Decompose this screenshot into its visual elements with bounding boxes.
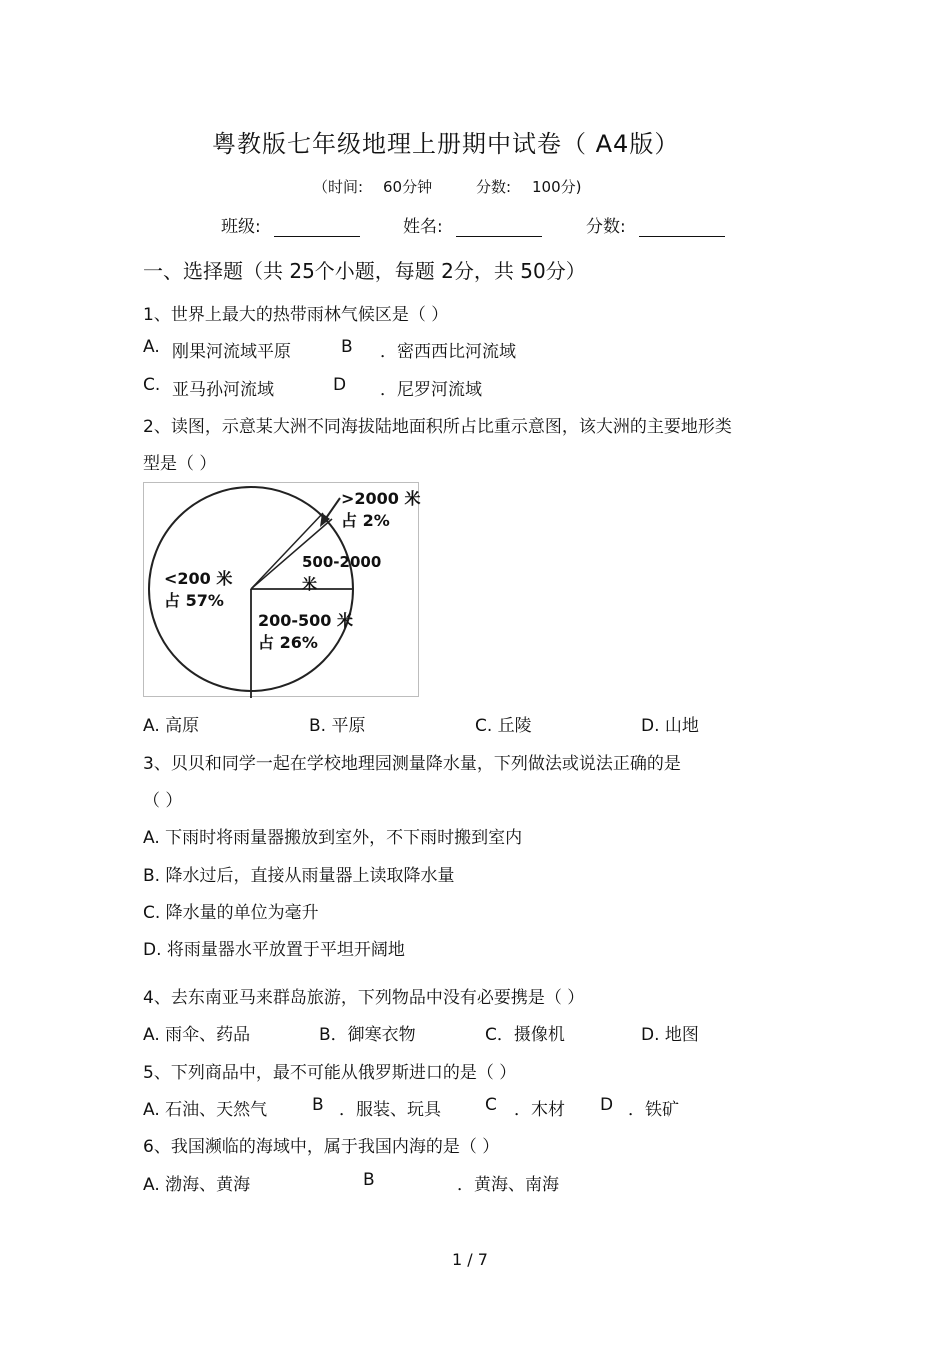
q6-option-b-letter: B: [363, 1170, 375, 1190]
label-below-200-line1: <200 米: [164, 569, 233, 588]
label-above-2000-line2: 占 2%: [341, 511, 390, 530]
q4-stem: 4、去东南亚马来群岛旅游，下列物品中没有必要携是（ ）: [143, 988, 585, 1008]
label-200-500-line1: 200-500 米: [258, 611, 354, 630]
label-above-2000: [341, 488, 421, 532]
q2-option-a: A. 高原: [143, 716, 200, 736]
q3-stem-line1: 3、贝贝和同学一起在学校地理园测量降水量，下列做法或说法正确的是: [143, 754, 681, 774]
q6-option-b-text: ．黄海、南海: [457, 1175, 559, 1195]
class-blank[interactable]: [274, 218, 360, 237]
q5-option-d-letter: D: [600, 1095, 614, 1115]
label-500-2000-line2: 米: [302, 575, 318, 593]
page-title: 粤教版七年级地理上册期中试卷（ A4版）: [212, 130, 680, 158]
q1-option-c-letter: C.: [143, 375, 161, 395]
exam-score-value: 100分): [532, 178, 582, 196]
q5-option-b-letter: B: [312, 1095, 324, 1115]
q1-option-b-text: ．密西西比河流域: [380, 342, 516, 362]
class-label: 班级:: [221, 217, 261, 237]
q5-option-c-letter: C: [485, 1095, 497, 1115]
q4-option-b: B．御寒衣物: [319, 1025, 416, 1045]
exam-time-value: 60分钟: [383, 178, 433, 196]
name-blank[interactable]: [456, 218, 542, 237]
score-field: [586, 212, 725, 237]
q1-option-c-text: 亚马孙河流域: [172, 380, 274, 400]
q3-stem-line2: （ ）: [143, 791, 183, 811]
exam-score-label: 分数:: [476, 178, 512, 196]
q5-stem: 5、下列商品中，最不可能从俄罗斯进口的是（ ）: [143, 1063, 517, 1083]
label-200-500-line2: 占 26%: [258, 633, 318, 652]
q5-option-c-text: ．木材: [514, 1100, 565, 1120]
label-500-2000: [302, 551, 381, 595]
q1-option-a-letter: A.: [143, 337, 160, 357]
q5-option-a: A. 石油、天然气: [143, 1100, 268, 1120]
class-field: [221, 212, 360, 237]
q1-option-d-text: ．尼罗河流域: [380, 380, 482, 400]
q2-stem-line1: 2、读图，示意某大洲不同海拔陆地面积所占比重示意图，该大洲的主要地形类: [143, 417, 732, 437]
q2-option-c: C. 丘陵: [475, 716, 532, 736]
q3-option-c: C. 降水量的单位为毫升: [143, 903, 319, 923]
label-500-2000-line1: 500-2000: [302, 553, 382, 571]
q4-option-c: C．摄像机: [485, 1025, 565, 1045]
label-above-2000-line1: >2000 米: [341, 489, 421, 508]
q4-option-d: D. 地图: [641, 1025, 699, 1045]
section-heading: 一、选择题（共 25个小题，每题 2分，共 50分）: [143, 259, 586, 283]
label-below-200-line2: 占 57%: [164, 591, 224, 610]
label-200-500: [258, 610, 353, 654]
q1-stem: 1、世界上最大的热带雨林气候区是（ ）: [143, 305, 449, 325]
q6-option-a: A. 渤海、黄海: [143, 1175, 251, 1195]
q3-option-d: D. 将雨量器水平放置于平坦开阔地: [143, 940, 405, 960]
name-field: [403, 212, 542, 237]
q2-stem-line2: 型是（ ）: [143, 454, 217, 474]
altitude-pie-chart: [143, 482, 419, 697]
q6-stem: 6、我国濒临的海域中，属于我国内海的是（ ）: [143, 1137, 500, 1157]
q4-option-a: A. 雨伞、药品: [143, 1025, 251, 1045]
q5-option-d-text: ．铁矿: [628, 1100, 679, 1120]
q1-option-b-letter: B: [341, 337, 353, 357]
q1-option-d-letter: D: [333, 375, 347, 395]
exam-time-label: （时间:: [313, 178, 364, 196]
q5-option-b-text: ．服装、玩具: [339, 1100, 441, 1120]
q1-option-a-text: 刚果河流域平原: [172, 342, 291, 362]
q2-option-d: D. 山地: [641, 716, 699, 736]
q3-option-a: A. 下雨时将雨量器搬放到室外，不下雨时搬到室内: [143, 828, 523, 848]
q2-option-b: B. 平原: [309, 716, 366, 736]
label-below-200: [164, 568, 232, 612]
page-number: 1 / 7: [452, 1250, 488, 1269]
score-blank[interactable]: [639, 218, 725, 237]
score-label: 分数:: [586, 217, 626, 237]
q3-option-b: B. 降水过后，直接从雨量器上读取降水量: [143, 866, 455, 886]
name-label: 姓名:: [403, 217, 443, 237]
